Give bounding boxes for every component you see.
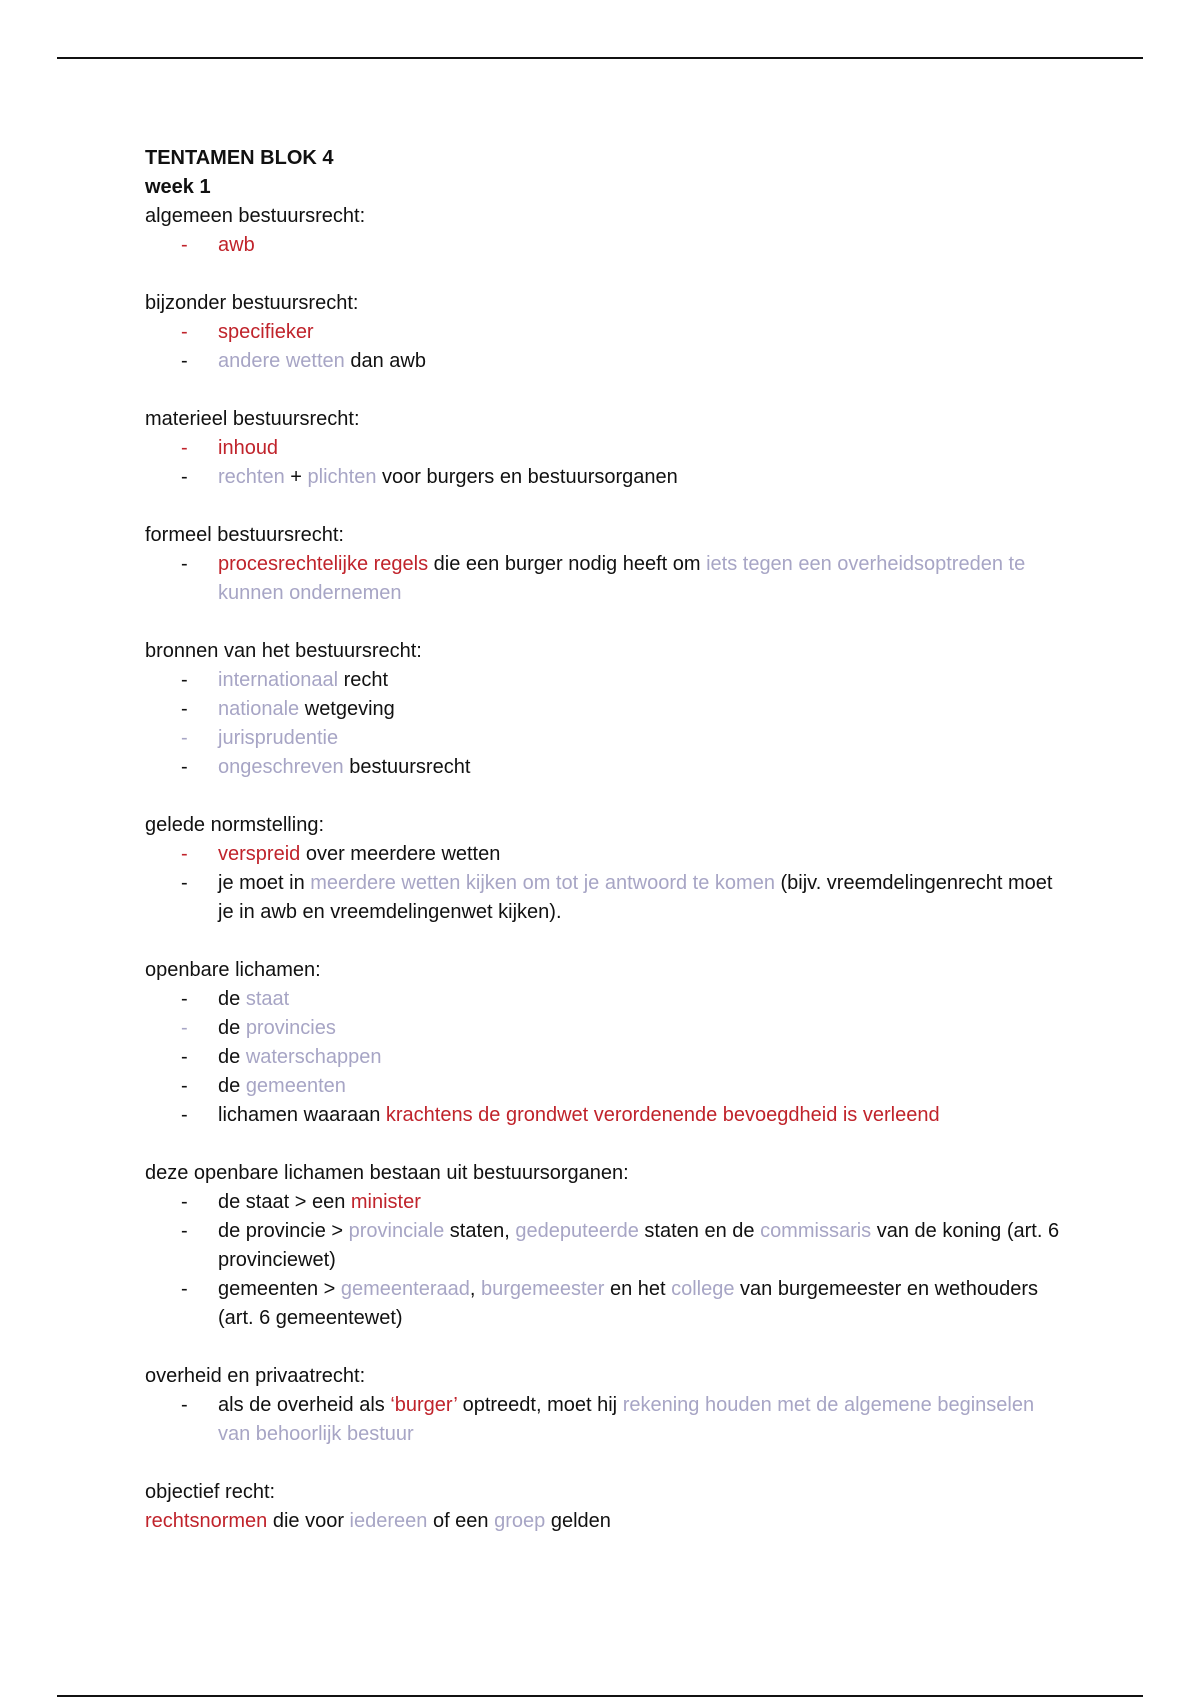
text-segment: provincies: [245, 1017, 336, 1039]
footer-rule: [57, 1695, 1143, 1697]
text-segment: lichamen waaraan: [218, 1104, 386, 1126]
dash-bullet-icon: -: [181, 1191, 188, 1213]
dash-bullet-icon: -: [181, 669, 188, 691]
text-segment: de provincie >: [218, 1220, 349, 1242]
list-item: [145, 231, 1065, 260]
text-segment: die voor: [267, 1510, 350, 1532]
dash-bullet-icon: -: [181, 872, 188, 894]
text-segment: provinciale: [348, 1220, 445, 1242]
section-heading: openbare lichamen:: [145, 959, 321, 981]
text-segment: de: [218, 1046, 246, 1068]
list-item: [145, 434, 1065, 463]
dash-bullet-icon: -: [181, 1394, 188, 1416]
text-segment: rechten: [218, 466, 285, 488]
list-item: [145, 695, 1065, 724]
list-item: [145, 1391, 1065, 1449]
note-section: [145, 521, 1065, 608]
dash-bullet-icon: -: [181, 321, 188, 343]
text-segment: plichten: [307, 466, 377, 488]
text-segment: procesrechtelijke regels: [218, 553, 429, 575]
section-list: [145, 202, 1065, 1536]
note-section: [145, 202, 1065, 260]
document-title: TENTAMEN BLOK 4: [145, 147, 334, 169]
text-segment: andere wetten: [218, 350, 345, 372]
text-segment: awb: [218, 234, 255, 256]
text-segment: voor burgers en bestuursorganen: [376, 466, 678, 488]
text-segment: staten en de: [638, 1220, 761, 1242]
text-segment: of een: [427, 1510, 495, 1532]
text-segment: gemeenten >: [218, 1278, 341, 1300]
text-segment: groep: [494, 1510, 546, 1532]
text-segment: inhoud: [218, 437, 279, 459]
list-item: [145, 1072, 1065, 1101]
text-segment: minister: [350, 1191, 421, 1213]
text-segment: specifieker: [218, 321, 314, 343]
list-item: [145, 550, 1065, 608]
header-rule: [57, 57, 1143, 59]
list-item: [145, 753, 1065, 782]
text-segment: internationaal: [218, 669, 339, 691]
dash-bullet-icon: -: [181, 1104, 188, 1126]
bullet-list: [145, 840, 1065, 927]
list-item: [145, 724, 1065, 753]
section-heading: overheid en privaatrecht:: [145, 1365, 366, 1387]
text-segment: van burgemeester en wethouders (art. 6 gemeentewet): [218, 1278, 1039, 1329]
note-section: [145, 811, 1065, 927]
bullet-list: [145, 1188, 1065, 1333]
text-segment: staten,: [444, 1220, 516, 1242]
text-segment: over meerdere wetten: [300, 843, 501, 865]
text-segment: (bijv. vreemdelingenrecht moet je in awb en vreemdelingenwet kijken).: [218, 872, 1053, 923]
text-segment: iets tegen een overheidsoptreden te kunnen ondernemen: [218, 553, 1026, 604]
dash-bullet-icon: -: [181, 350, 188, 372]
document-body: [145, 144, 1065, 1536]
dash-bullet-icon: -: [181, 234, 188, 256]
text-segment: meerdere wetten kijken om tot je antwoord te komen: [310, 872, 775, 894]
list-item: [145, 1217, 1065, 1275]
text-segment: recht: [338, 669, 389, 691]
dash-bullet-icon: -: [181, 1017, 188, 1039]
dash-bullet-icon: -: [181, 698, 188, 720]
text-segment: bestuursrecht: [343, 756, 471, 778]
bullet-list: [145, 231, 1065, 260]
text-segment: dan awb: [344, 350, 426, 372]
list-item: [145, 1275, 1065, 1333]
text-segment: ,: [469, 1278, 481, 1300]
dash-bullet-icon: -: [181, 843, 188, 865]
list-item: [145, 840, 1065, 869]
dash-bullet-icon: -: [181, 553, 188, 575]
text-segment: krachtens de grondwet verordenende bevoegdheid is verleend: [385, 1104, 940, 1126]
text-segment: +: [284, 466, 308, 488]
note-section: [145, 289, 1065, 376]
list-item: [145, 869, 1065, 927]
note-section: [145, 956, 1065, 1130]
list-item: [145, 1101, 1065, 1130]
note-section: [145, 405, 1065, 492]
section-heading: objectief recht:: [145, 1481, 276, 1503]
text-segment: en het: [604, 1278, 672, 1300]
section-heading: algemeen bestuursrecht:: [145, 205, 366, 227]
text-segment: optreedt, moet hij: [457, 1394, 623, 1416]
text-segment: als de overheid als: [218, 1394, 391, 1416]
text-segment: waterschappen: [245, 1046, 382, 1068]
text-segment: staat: [245, 988, 290, 1010]
dash-bullet-icon: -: [181, 1220, 188, 1242]
bullet-list: [145, 434, 1065, 492]
bullet-list: [145, 1391, 1065, 1449]
section-heading: bronnen van het bestuursrecht:: [145, 640, 422, 662]
text-segment: ongeschreven: [218, 756, 344, 778]
text-segment: je moet in: [218, 872, 311, 894]
week-heading: week 1: [145, 176, 211, 198]
text-segment: de: [218, 1075, 246, 1097]
dash-bullet-icon: -: [181, 1046, 188, 1068]
dash-bullet-icon: -: [181, 1075, 188, 1097]
text-segment: gelden: [545, 1510, 611, 1532]
text-segment: nationale: [218, 698, 300, 720]
text-segment: iedereen: [349, 1510, 428, 1532]
bullet-list: [145, 985, 1065, 1130]
text-segment: wetgeving: [299, 698, 395, 720]
note-section: [145, 1159, 1065, 1333]
body-line: [145, 1507, 1065, 1536]
dash-bullet-icon: -: [181, 466, 188, 488]
text-segment: commissaris: [760, 1220, 872, 1242]
section-heading: materieel bestuursrecht:: [145, 408, 360, 430]
bullet-list: [145, 550, 1065, 608]
text-segment: rechtsnormen: [145, 1510, 268, 1532]
note-section: [145, 1362, 1065, 1449]
text-segment: rekening houden met de algemene beginselen van behoorlijk bestuur: [218, 1394, 1035, 1445]
section-heading: gelede normstelling:: [145, 814, 324, 836]
section-heading: formeel bestuursrecht:: [145, 524, 344, 546]
text-segment: verspreid: [218, 843, 301, 865]
list-item: [145, 1014, 1065, 1043]
note-section: [145, 1478, 1065, 1536]
bullet-list: [145, 318, 1065, 376]
list-item: [145, 1043, 1065, 1072]
list-item: [145, 985, 1065, 1014]
text-segment: college: [671, 1278, 735, 1300]
text-segment: ‘burger’: [390, 1394, 458, 1416]
text-segment: gemeenten: [245, 1075, 346, 1097]
dash-bullet-icon: -: [181, 727, 188, 749]
text-segment: van de koning (art. 6 provinciewet): [218, 1220, 1060, 1271]
text-segment: de staat > een: [218, 1191, 351, 1213]
list-item: [145, 666, 1065, 695]
bullet-list: [145, 666, 1065, 782]
list-item: [145, 318, 1065, 347]
text-segment: gedeputeerde: [515, 1220, 639, 1242]
list-item: [145, 463, 1065, 492]
text-segment: burgemeester: [480, 1278, 605, 1300]
section-heading: deze openbare lichamen bestaan uit bestuursorganen:: [145, 1162, 629, 1184]
note-section: [145, 637, 1065, 782]
section-heading: bijzonder bestuursrecht:: [145, 292, 359, 314]
text-segment: de: [218, 1017, 246, 1039]
list-item: [145, 347, 1065, 376]
text-segment: die een burger nodig heeft om: [428, 553, 707, 575]
dash-bullet-icon: -: [181, 437, 188, 459]
dash-bullet-icon: -: [181, 756, 188, 778]
text-segment: gemeenteraad: [340, 1278, 470, 1300]
text-segment: de: [218, 988, 246, 1010]
text-segment: jurisprudentie: [218, 727, 339, 749]
list-item: [145, 1188, 1065, 1217]
dash-bullet-icon: -: [181, 1278, 188, 1300]
dash-bullet-icon: -: [181, 988, 188, 1010]
